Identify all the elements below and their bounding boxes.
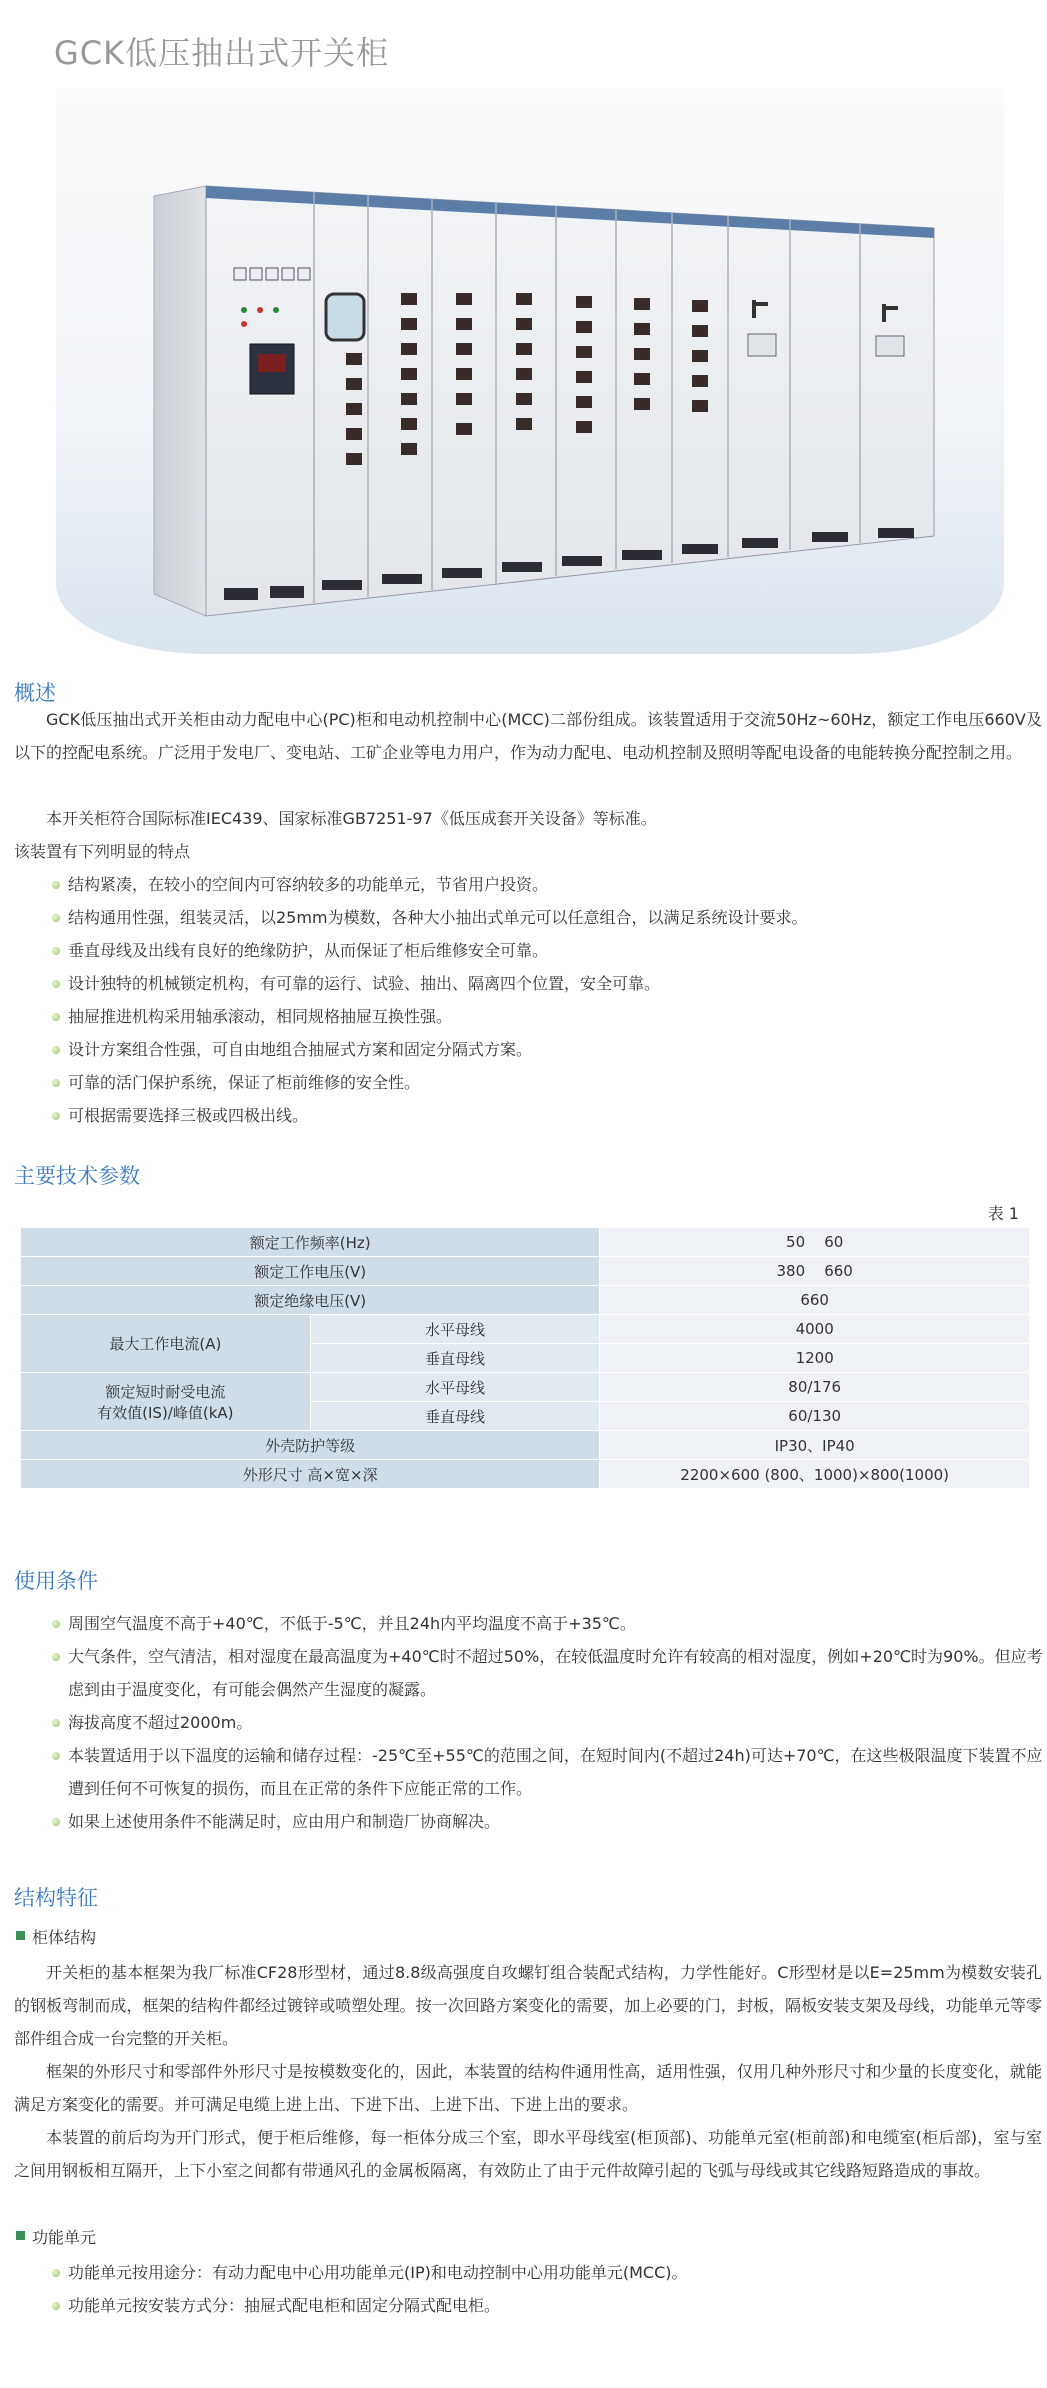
param-value: 660 [600,1286,1030,1315]
list-item: 垂直母线及出线有良好的绝缘防护，从而保证了柜后维修安全可靠。 [14,934,1044,967]
list-item: 可根据需要选择三极或四极出线。 [14,1099,1044,1132]
list-item: 功能单元按用途分：有动力配电中心用功能单元(IP)和电动控制中心用功能单元(MCC)。 [14,2256,1044,2289]
overview-paragraph-2: 本开关柜符合国际标准IEC439、国家标准GB7251-97《低压成套开关设备》等标准。 [46,809,657,828]
param-name: 额定工作频率(Hz) [21,1228,600,1257]
bullet-icon [52,1719,60,1727]
unit-list [14,2256,1044,2322]
param-name: 额定绝缘电压(V) [21,1286,600,1315]
conditions-list [14,1607,1044,1838]
frame-paragraph-1: 开关柜的基本框架为我厂标准CF28形型材，通过8.8级高强度自攻螺钉组合装配式结构，力学性能好。C形型材是以E=25mm为模数安装孔的钢板弯制而成，框架的结构件都经过镀锌或喷塑处理。按一次回路方案变化的需要，加上必要的门，封板，隔板安装支架及母线，功能单元等零部件组合成一台完整的开关柜。 [14,1963,1042,2048]
bullet-icon [52,881,60,889]
list-item: 设计独特的机械锁定机构，有可靠的运行、试验、抽出、隔离四个位置，安全可靠。 [14,967,1044,1000]
square-bullet-icon [16,1931,25,1940]
list-item: 海拔高度不超过2000m。 [14,1706,1044,1739]
table-row [21,1460,1030,1489]
frame-paragraph-2: 框架的外形尺寸和零部件外形尺寸是按模数变化的，因此，本装置的结构件通用性高，适用性强，仅用几种外形尺寸和少量的长度变化，就能满足方案变化的需要。并可满足电缆上进上出、下进下出、上进下出、下进上出的要求。 [14,2062,1042,2114]
structure-heading: 结构特征 [14,1886,98,1910]
param-value: 1200 [600,1344,1030,1373]
bullet-icon [52,1752,60,1760]
bullet-icon [52,1079,60,1087]
table-row [21,1228,1030,1257]
bullet-icon [52,1620,60,1628]
bullet-icon [52,1046,60,1054]
param-name-line-2: 有效值(IS)/峰值(kA) [97,1403,234,1422]
param-name: 额定工作电压(V) [21,1257,600,1286]
list-item: 功能单元按安装方式分：抽屉式配电柜和固定分隔式配电柜。 [14,2289,1044,2322]
param-name: 外壳防护等级 [21,1431,600,1460]
list-item: 大气条件，空气清洁，相对湿度在最高温度为+40℃时不超过50%，在较低温度时允许有较高的相对湿度，例如+20℃时为90%。但应考虑到由于温度变化，有可能会偶然产生湿度的凝露。 [14,1640,1044,1706]
tech-params-table [20,1227,1030,1489]
list-item: 抽屉推进机构采用轴承滚动，相同规格抽屉互换性强。 [14,1000,1044,1033]
param-sublabel: 水平母线 [310,1315,600,1344]
list-item: 如果上述使用条件不能满足时，应由用户和制造厂协商解决。 [14,1805,1044,1838]
bullet-icon [52,1013,60,1021]
bullet-icon [52,2269,60,2277]
bullet-icon [52,947,60,955]
param-sublabel: 水平母线 [310,1373,600,1402]
overview-paragraph-3: 该装置有下列明显的特点 [14,842,191,861]
table-row [21,1286,1030,1315]
table-row [21,1373,1030,1402]
param-name: 外形尺寸 高×宽×深 [21,1460,600,1489]
param-value: 2200×600 (800、1000)×800(1000) [600,1460,1030,1489]
unit-subheading: 功能单元 [14,2225,96,2248]
param-name-line-1: 额定短时耐受电流 [105,1382,226,1401]
conditions-heading: 使用条件 [14,1569,98,1593]
param-sublabel: 垂直母线 [310,1344,600,1373]
table-row [21,1431,1030,1460]
feature-list [14,868,1044,1132]
bullet-icon [52,980,60,988]
param-name: 最大工作电流(A) [21,1315,311,1373]
param-value: 50 60 [600,1228,1030,1257]
frame-subheading: 柜体结构 [14,1925,96,1948]
product-photo [56,88,1004,654]
list-item: 本装置适用于以下温度的运输和储存过程：-25℃至+55℃的范围之间，在短时间内(不超过24h)可达+70℃，在这些极限温度下装置不应遭到任何不可恢复的损伤，而且在正常的条件下应能正常的工作。 [14,1739,1044,1805]
param-value: IP30、IP40 [600,1431,1030,1460]
param-name [21,1373,311,1431]
list-item: 可靠的活门保护系统，保证了柜前维修的安全性。 [14,1066,1044,1099]
frame-paragraph-3: 本装置的前后均为开门形式，便于柜后维修，每一柜体分成三个室，即水平母线室(柜顶部)、功能单元室(柜前部)和电缆室(柜后部)，室与室之间用钢板相互隔开，上下小室之间都有带通风孔的金属板隔离，有效防止了由于元件故障引起的飞弧与母线或其它线路短路造成的事故。 [14,2128,1042,2180]
param-sublabel: 垂直母线 [310,1402,600,1431]
param-value: 80/176 [600,1373,1030,1402]
overview-heading: 概述 [14,681,56,705]
table-caption: 表 1 [987,1204,1019,1223]
list-item: 设计方案组合性强，可自由地组合抽屉式方案和固定分隔式方案。 [14,1033,1044,1066]
bullet-icon [52,1112,60,1120]
bullet-icon [52,2302,60,2310]
list-item: 结构紧凑，在较小的空间内可容纳较多的功能单元，节省用户投资。 [14,868,1044,901]
bullet-icon [52,1818,60,1826]
list-item: 周围空气温度不高于+40℃，不低于-5℃，并且24h内平均温度不高于+35℃。 [14,1607,1044,1640]
page-title: GCK低压抽出式开关柜 [54,34,390,72]
bullet-icon [52,914,60,922]
tech-params-heading: 主要技术参数 [14,1164,140,1188]
param-value: 4000 [600,1315,1030,1344]
param-value: 380 660 [600,1257,1030,1286]
switchgear-cabinet-illustration [56,88,1004,654]
list-item: 结构通用性强，组装灵活，以25mm为模数，各种大小抽出式单元可以任意组合，以满足系统设计要求。 [14,901,1044,934]
param-value: 60/130 [600,1402,1030,1431]
bullet-icon [52,1653,60,1661]
table-row [21,1315,1030,1344]
square-bullet-icon [16,2231,25,2240]
table-row [21,1257,1030,1286]
overview-paragraph-1: GCK低压抽出式开关柜由动力配电中心(PC)柜和电动机控制中心(MCC)二部份组成。该装置适用于交流50Hz~60Hz，额定工作电压660V及以下的控配电系统。广泛用于发电厂、变电站、工矿企业等电力用户，作为动力配电、电动机控制及照明等配电设备的电能转换分配控制之用。 [14,710,1042,762]
